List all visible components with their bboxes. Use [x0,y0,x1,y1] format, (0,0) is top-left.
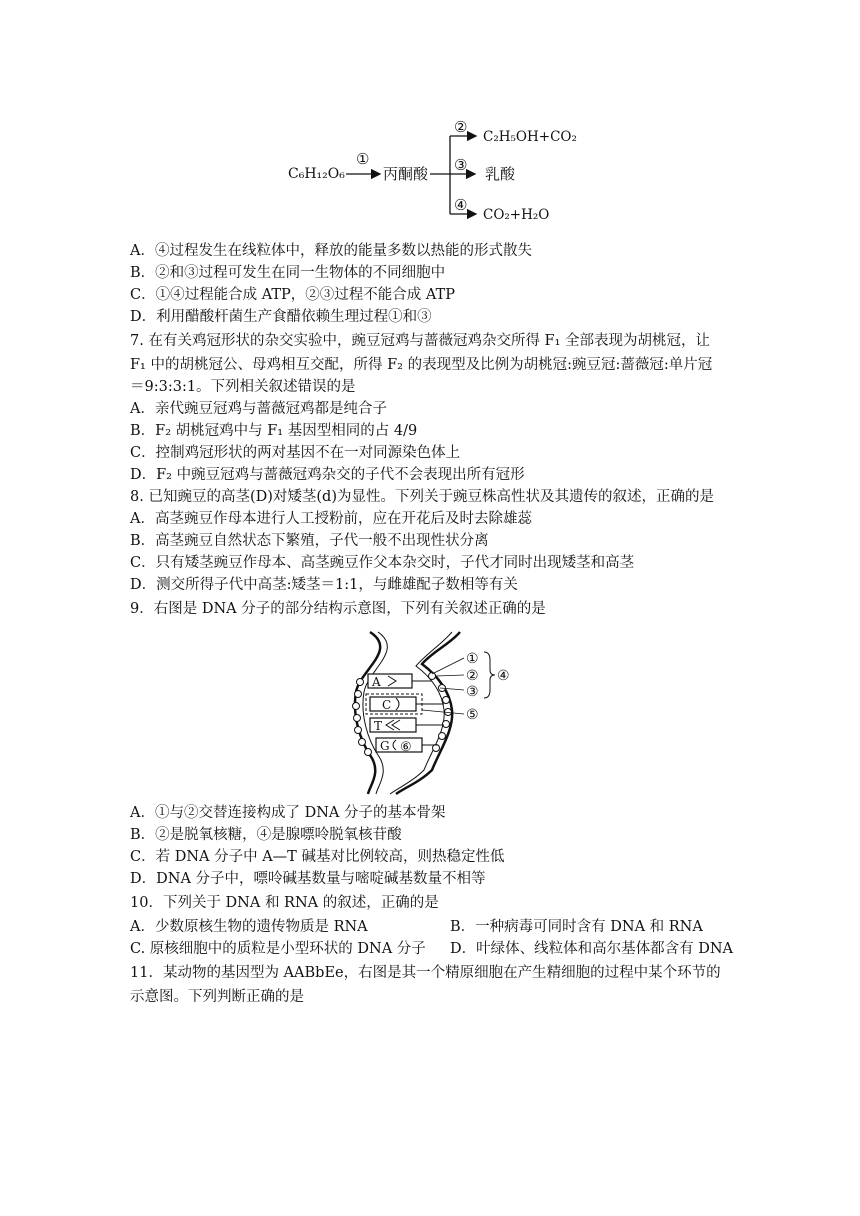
label-2: ② [466,668,479,684]
q11-stem-line1: 11．某动物的基因型为 AABbEe，右图是其一个精原细胞在产生精细胞的过程中某个环节的 [130,965,721,981]
leader-2 [436,675,464,676]
q9-option-c: C．若 DNA 分子中 A—T 碱基对比例较高，则热稳定性低 [130,849,505,865]
step-3-label: ③ [454,156,468,174]
label-5: ⑤ [466,707,479,723]
step-1-label: ① [356,150,370,168]
brace [484,652,495,698]
base-g-label: G [380,739,390,753]
dna-structure-diagram [340,630,520,795]
q7-option-a: A．亲代豌豆冠鸡与蔷薇冠鸡都是纯合子 [130,401,387,417]
step-2-label: ② [454,118,468,136]
q7-option-d: D．F₂ 中豌豆冠鸡与蔷薇冠鸡杂交的子代不会表现出所有冠形 [130,467,525,483]
q9-option-b: B．②是脱氧核糖，④是腺嘌呤脱氧核苷酸 [130,827,402,843]
q10-option-a: A．少数原核生物的遗传物质是 RNA [130,919,368,935]
step-4-label: ④ [454,196,468,214]
q8-option-c: C．只有矮茎豌豆作母本、高茎豌豆作父本杂交时，子代才同时出现矮茎和高茎 [130,555,635,571]
q7-stem-line2: F₁ 中的胡桃冠公、母鸡相互交配，所得 F₂ 的表现型及比例为胡桃冠:豌豆冠:蔷薇冠:单片冠 [130,357,713,373]
glucose-label: C₆H₁₂O₆ [288,166,345,182]
q6-option-a: A．④过程发生在线粒体中，释放的能量多数以热能的形式散失 [130,243,532,259]
q8-option-b: B．高茎豌豆自然状态下繁殖，子代一般不出现性状分离 [130,533,489,549]
q6-option-d: D．利用醋酸杆菌生产食醋依赖生理过程①和③ [130,309,432,325]
product-lactic-acid: 乳酸 [485,165,516,183]
q6-option-b: B．②和③过程可发生在同一生物体的不同细胞中 [130,265,446,281]
dna-strand-left [355,632,383,794]
q10-stem: 10．下列关于 DNA 和 RNA 的叙述，正确的是 [130,895,439,911]
product-ethanol-co2: C₂H₅OH+CO₂ [483,129,577,145]
base-c-label: C [382,698,392,712]
q10-option-b: B．一种病毒可同时含有 DNA 和 RNA [450,919,703,935]
respiration-pathway-diagram [280,112,600,227]
q7-stem-line3: ＝9:3:3:1。下列相关叙述错误的是 [130,379,356,395]
label-6: ⑥ [400,740,412,755]
q8-stem: 8. 已知豌豆的高茎(D)对矮茎(d)为显性。下列关于豌豆株高性状及其遗传的叙述，正确的是 [130,489,714,505]
label-4: ④ [497,668,510,684]
leader-1 [432,658,464,674]
q11-stem-line2: 示意图。下列判断正确的是 [130,989,304,1005]
leader-5 [422,710,464,714]
q6-option-c: C．①④过程能合成 ATP，②③过程不能合成 ATP [130,287,456,303]
base-a-label: A [372,675,381,689]
pyruvate-label: 丙酮酸 [383,165,429,183]
q10-option-d: D．叶绿体、线粒体和高尔基体都含有 DNA [450,941,734,957]
q10-option-c: C. 原核细胞中的质粒是小型环状的 DNA 分子 [130,941,426,957]
dna-strand-right-inner [390,632,452,794]
label-1: ① [466,651,479,667]
q7-stem-line1: 7. 在有关鸡冠形状的杂交实验中，豌豆冠鸡与蔷薇冠鸡杂交所得 F₁ 全部表现为胡桃冠，让 [130,333,711,349]
q9-stem: 9．右图是 DNA 分子的部分结构示意图，下列有关叙述正确的是 [130,601,546,617]
label-3: ③ [466,684,479,700]
base-t-label: T [374,719,383,733]
q9-option-d: D．DNA 分子中，嘌呤碱基数量与嘧啶碱基数量不相等 [130,871,486,887]
q9-option-a: A．①与②交替连接构成了 DNA 分子的基本骨架 [130,805,446,821]
q8-option-a: A．高茎豌豆作母本进行人工授粉前，应在开花后及时去除雄蕊 [130,511,532,527]
q7-option-c: C．控制鸡冠形状的两对基因不在一对同源染色体上 [130,445,461,461]
product-co2-h2o: CO₂+H₂O [483,207,550,223]
q8-option-d: D．测交所得子代中高茎:矮茎＝1:1，与雌雄配子数相等有关 [130,577,518,593]
q7-option-b: B．F₂ 胡桃冠鸡中与 F₁ 基因型相同的占 4/9 [130,423,418,439]
